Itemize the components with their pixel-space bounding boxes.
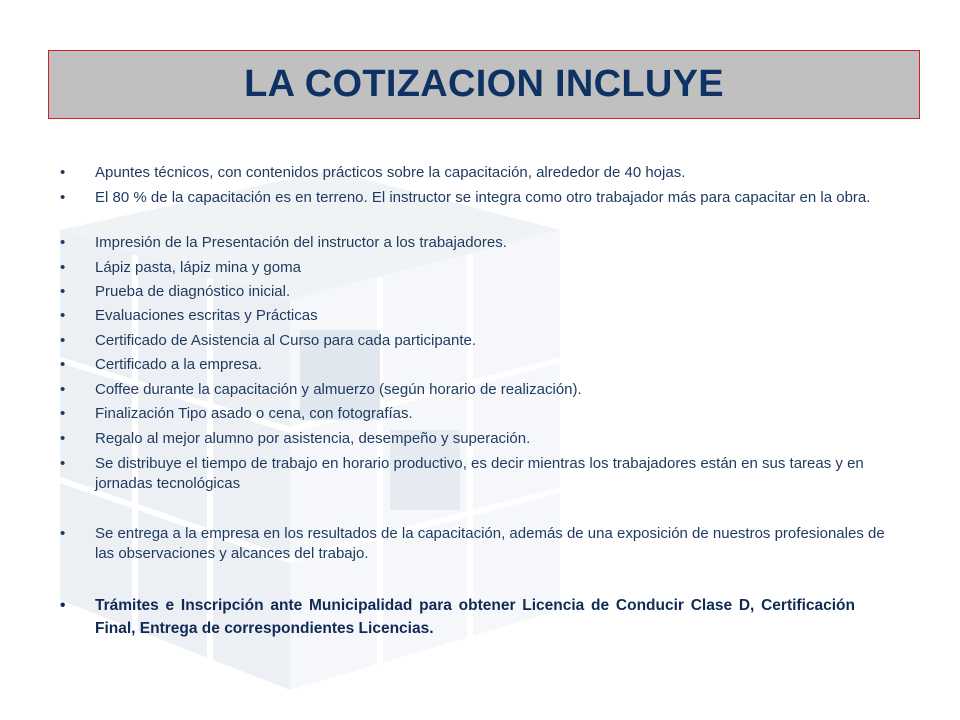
- list-item-text: Regalo al mejor alumno por asistencia, desempeño y superación.: [95, 430, 531, 447]
- list-item-text: Impresión de la Presentación del instructor a los trabajadores.: [95, 234, 507, 251]
- bullet: •: [60, 307, 66, 324]
- bullet: •: [60, 234, 66, 251]
- title-banner: [48, 50, 920, 119]
- bullet: •: [60, 283, 66, 300]
- list-item-text: Certificado a la empresa.: [95, 356, 262, 373]
- list-item-text: Se distribuye el tiempo de trabajo en horario productivo, es decir mientras los trabajadores están en sus tareas y en jornadas tecnológicas: [95, 455, 864, 492]
- list-item-text: Certificado de Asistencia al Curso para cada participante.: [95, 332, 477, 349]
- bullet: •: [60, 525, 66, 542]
- bullet: •: [60, 405, 66, 422]
- bullet: •: [60, 430, 66, 447]
- list-item-text: Evaluaciones escritas y Prácticas: [95, 307, 318, 324]
- bullet: •: [60, 597, 66, 614]
- bullet: •: [60, 356, 66, 373]
- list-item-text: El 80 % de la capacitación es en terreno. El instructor se integra como otro trabajador más para capacitar en la obra.: [95, 189, 871, 206]
- list-item-text: Lápiz pasta, lápiz mina y goma: [95, 259, 301, 276]
- bullet: •: [60, 189, 66, 206]
- list-item-text: Se entrega a la empresa en los resultados de la capacitación, además de una exposición de nuestros profesionales de las observaciones y alcances del trabajo.: [95, 525, 885, 562]
- bullet: •: [60, 259, 66, 276]
- list-item-text: Apuntes técnicos, con contenidos prácticos sobre la capacitación, alrededor de 40 hojas.: [95, 164, 686, 181]
- list-item-text: Trámites e Inscripción ante Municipalidad para obtener Licencia de Conducir Clase D, Certificación Final, Entrega de correspondientes Licencias.: [95, 597, 855, 637]
- bullet: •: [60, 381, 66, 398]
- bullet: •: [60, 332, 66, 349]
- list-item-text: Finalización Tipo asado o cena, con fotografías.: [95, 405, 413, 422]
- bullet: •: [60, 455, 66, 472]
- page-title: LA COTIZACION INCLUYE: [244, 63, 724, 105]
- list-item-text: Prueba de diagnóstico inicial.: [95, 283, 291, 300]
- bullet: •: [60, 164, 66, 181]
- list-item-text: Coffee durante la capacitación y almuerzo (según horario de realización).: [95, 381, 582, 398]
